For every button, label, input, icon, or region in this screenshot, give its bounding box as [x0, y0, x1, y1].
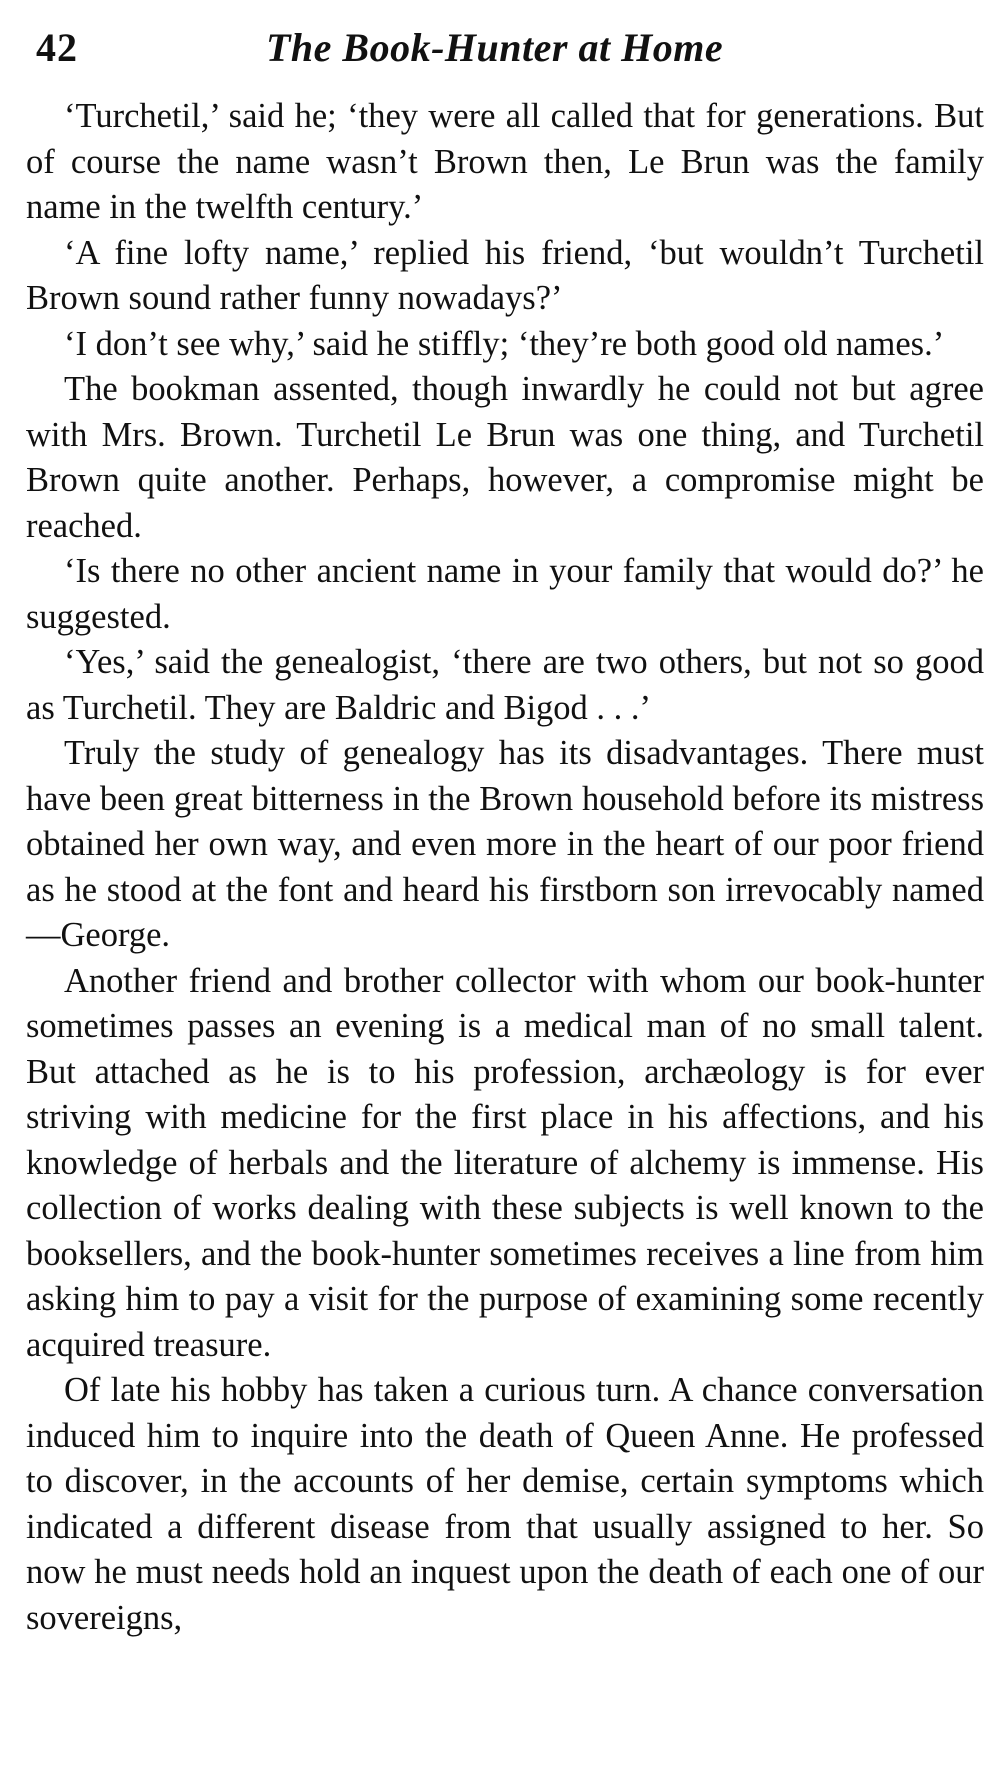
page-header	[26, 24, 984, 76]
paragraph: Of late his hobby has taken a curious turn. A chance conversation induced him to inquire into the death of Queen Anne. He professed to discover, in the accounts of her demise, certain symptoms which indicated a different disease from that usually assigned to her. So now he must needs hold an inquest upon the death of each one of our sovereigns,	[26, 1371, 984, 1637]
paragraph: ‘Is there no other ancient name in your family that would do?’ he suggested.	[26, 552, 984, 636]
body-text	[26, 94, 984, 1641]
running-title: The Book-Hunter at Home	[266, 25, 724, 70]
paragraph: Another friend and brother collector with whom our book-hunter sometimes passes an evening is a medical man of no small talent. But attached as he is to his profession, archæology is for ever striving with medicine for the first place in his affections, and his knowledge of herbals and the literature of alchemy is immense. His collection of works dealing with these subjects is well known to the booksellers, and the book-hunter sometimes receives a line from him asking him to pay a visit for the purpose of examining some recently acquired treasure.	[26, 961, 984, 1364]
paragraph: ‘Yes,’ said the genealogist, ‘there are two others, but not so good as Turchetil. They are Baldric and Bigod . . .’	[26, 643, 984, 727]
paragraph: ‘I don’t see why,’ said he stiffly; ‘they’re both good old names.’	[64, 324, 945, 363]
book-page	[26, 24, 984, 1641]
paragraph: The bookman assented, though inwardly he could not but agree with Mrs. Brown. Turchetil Le Brun was one thing, and Turchetil Brown quite another. Perhaps, however, a compromise might be reached.	[26, 370, 984, 545]
paragraph: ‘Turchetil,’ said he; ‘they were all called that for generations. But of course the name wasn’t Brown then, Le Brun was the family name in the twelfth century.’	[26, 97, 984, 226]
paragraph: Truly the study of genealogy has its disadvantages. There must have been great bitterness in the Brown household before its mistress obtained her own way, and even more in the heart of our poor friend as he stood at the font and heard his firstborn son irrevocably named—George.	[26, 734, 984, 954]
paragraph: ‘A fine lofty name,’ replied his friend, ‘but wouldn’t Turchetil Brown sound rather funny nowadays?’	[26, 233, 984, 317]
page-number: 42	[36, 25, 78, 70]
